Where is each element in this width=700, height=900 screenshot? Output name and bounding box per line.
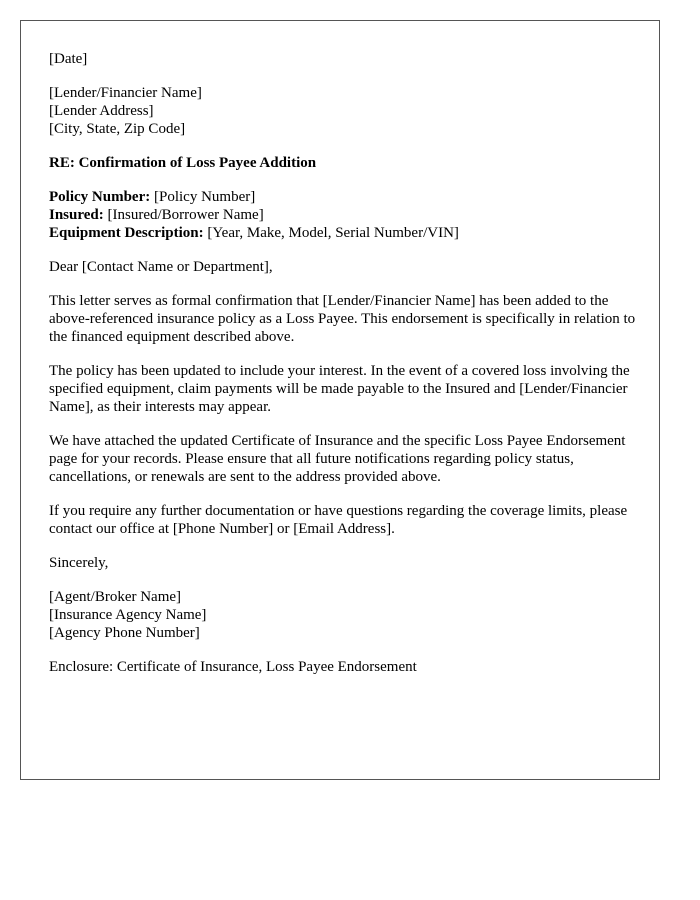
agency-phone: [Agency Phone Number] [49, 625, 200, 641]
paragraph-attachments: We have attached the updated Certificate of Insurance and the specific Loss Payee Endorsement page for your records. Please ensure that all future notifications regarding policy status, cancellations, or renewals are sent to the address provided above. [49, 433, 626, 485]
equipment-row [49, 224, 639, 242]
recipient-name: [Lender/Financier Name] [49, 85, 202, 101]
subject-block [49, 154, 639, 172]
closing: Sincerely, [49, 555, 109, 571]
letter-date: [Date] [49, 51, 88, 67]
recipient-block [49, 84, 639, 138]
recipient-city-state-zip: [City, State, Zip Code] [49, 121, 186, 137]
equipment-value: [Year, Make, Model, Serial Number/VIN] [207, 225, 459, 241]
signature-block [49, 588, 639, 642]
salutation-block [49, 258, 639, 276]
insured-label: Insured: [49, 207, 104, 223]
agency-name: [Insurance Agency Name] [49, 607, 207, 623]
paragraph-contact: If you require any further documentation or have questions regarding the coverage limits, please contact our office at [Phone Number] or [Email Address]. [49, 503, 628, 537]
insured-value: [Insured/Borrower Name] [107, 207, 264, 223]
paragraph-confirmation: This letter serves as formal confirmation that [Lender/Financier Name] has been added to the above-referenced insurance policy as a Loss Payee. This endorsement is specifically in relation to the financed equipment described above. [49, 293, 636, 345]
policy-details-block [49, 188, 639, 242]
paragraph-policy-update: The policy has been updated to include your interest. In the event of a covered loss involving the specified equipment, claim payments will be made payable to the Insured and [Lender/Financier Name], as their interests may appear. [49, 363, 630, 415]
recipient-address: [Lender Address] [49, 103, 154, 119]
insured-row [49, 206, 639, 224]
date-block [49, 50, 639, 68]
agent-name: [Agent/Broker Name] [49, 589, 182, 605]
letter-page [20, 20, 660, 780]
letter-body [49, 50, 639, 692]
policy-number-value: [Policy Number] [153, 189, 256, 205]
policy-number-label: Policy Number: [49, 189, 151, 205]
closing-block [49, 554, 639, 572]
salutation: Dear [Contact Name or Department], [49, 259, 273, 275]
enclosure-line: Enclosure: Certificate of Insurance, Loss Payee Endorsement [49, 659, 417, 675]
equipment-label: Equipment Description: [49, 225, 204, 241]
enclosure-block [49, 658, 639, 676]
policy-number-row [49, 188, 639, 206]
subject-line: RE: Confirmation of Loss Payee Addition [49, 155, 317, 171]
